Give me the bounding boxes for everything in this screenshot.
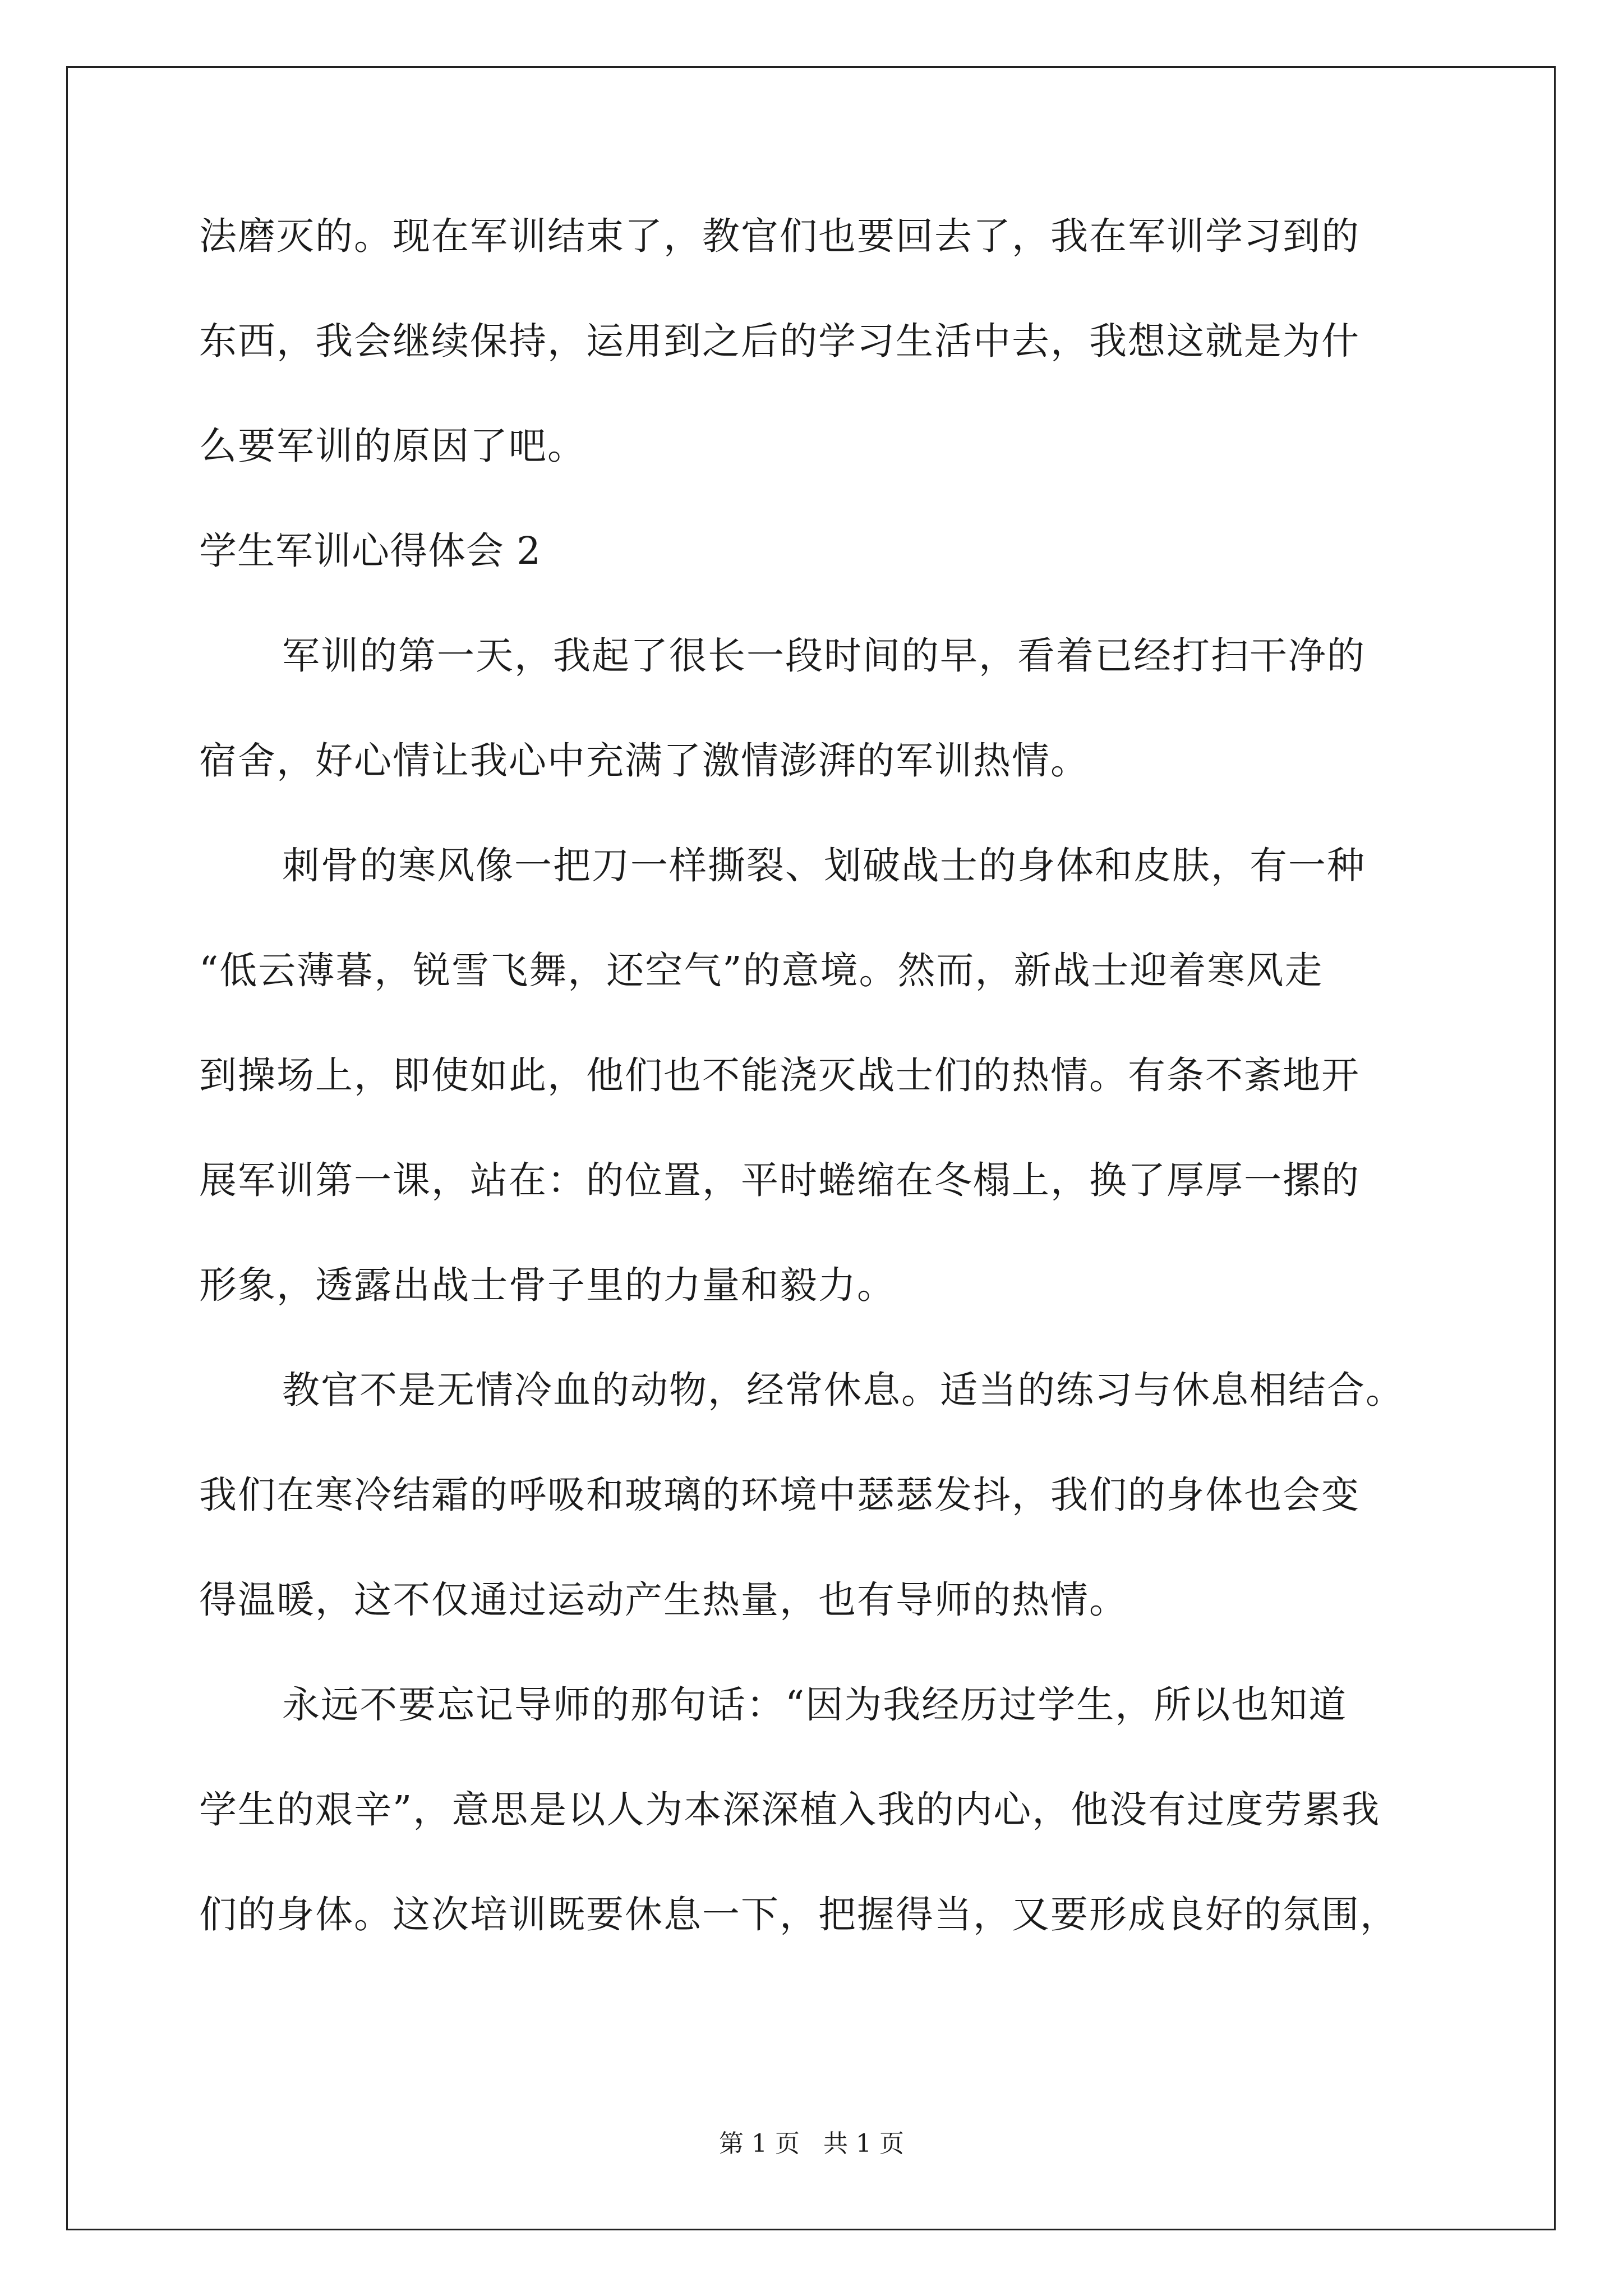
paragraph-first-line: 教官不是无情冷血的动物，经常休息。适当的练习与休息相结合。: [282, 1368, 1404, 1412]
document-body: [199, 214, 1433, 1936]
text-line: 们的身体。这次培训既要休息一下，把握得当，又要形成良好的氛围，: [199, 1893, 1399, 1936]
text-line: 展军训第一课，站在：的位置，平时蜷缩在冬榻上，换了厚厚一摞的: [199, 1158, 1360, 1202]
text-line: 到操场上，即使如此，他们也不能浇灭战士们的热情。有条不紊地开: [199, 1053, 1360, 1097]
text-line: 东西，我会继续保持，运用到之后的学习生活中去，我想这就是为什: [199, 319, 1360, 363]
text-line: 宿舍，好心情让我心中充满了激情澎湃的军训热情。: [199, 739, 1089, 783]
paragraph-first-line: 永远不要忘记导师的那句话：“因为我经历过学生，所以也知道: [282, 1683, 1348, 1727]
text-line: 得温暖，这不仅通过运动产生热量，也有导师的热情。: [199, 1578, 1128, 1622]
text-line: 么要军训的原因了吧。: [199, 424, 586, 468]
text-line: 形象，透露出战士骨子里的力量和毅力。: [199, 1263, 896, 1307]
text-line: “低云薄暮，锐雪飞舞，还空气”的意境。然而，新战士迎着寒风走: [199, 949, 1324, 992]
paragraph-first-line: 刺骨的寒风像一把刀一样撕裂、划破战士的身体和皮肤，有一种: [282, 844, 1366, 887]
text-line: 学生的艰辛”，意思是以人为本深深植入我的内心，他没有过度劳累我: [199, 1788, 1381, 1832]
page-number-footer: 第 1 页 共 1 页: [719, 2129, 904, 2158]
text-line: 我们在寒冷结霜的呼吸和玻璃的环境中瑟瑟发抖，我们的身体也会变: [199, 1473, 1360, 1517]
section-heading: 学生军训心得体会 2: [199, 529, 541, 573]
paragraph-first-line: 军训的第一天，我起了很长一段时间的早，看着已经打扫干净的: [282, 634, 1366, 678]
text-line: 法磨灭的。现在军训结束了，教官们也要回去了，我在军训学习到的: [199, 214, 1360, 258]
